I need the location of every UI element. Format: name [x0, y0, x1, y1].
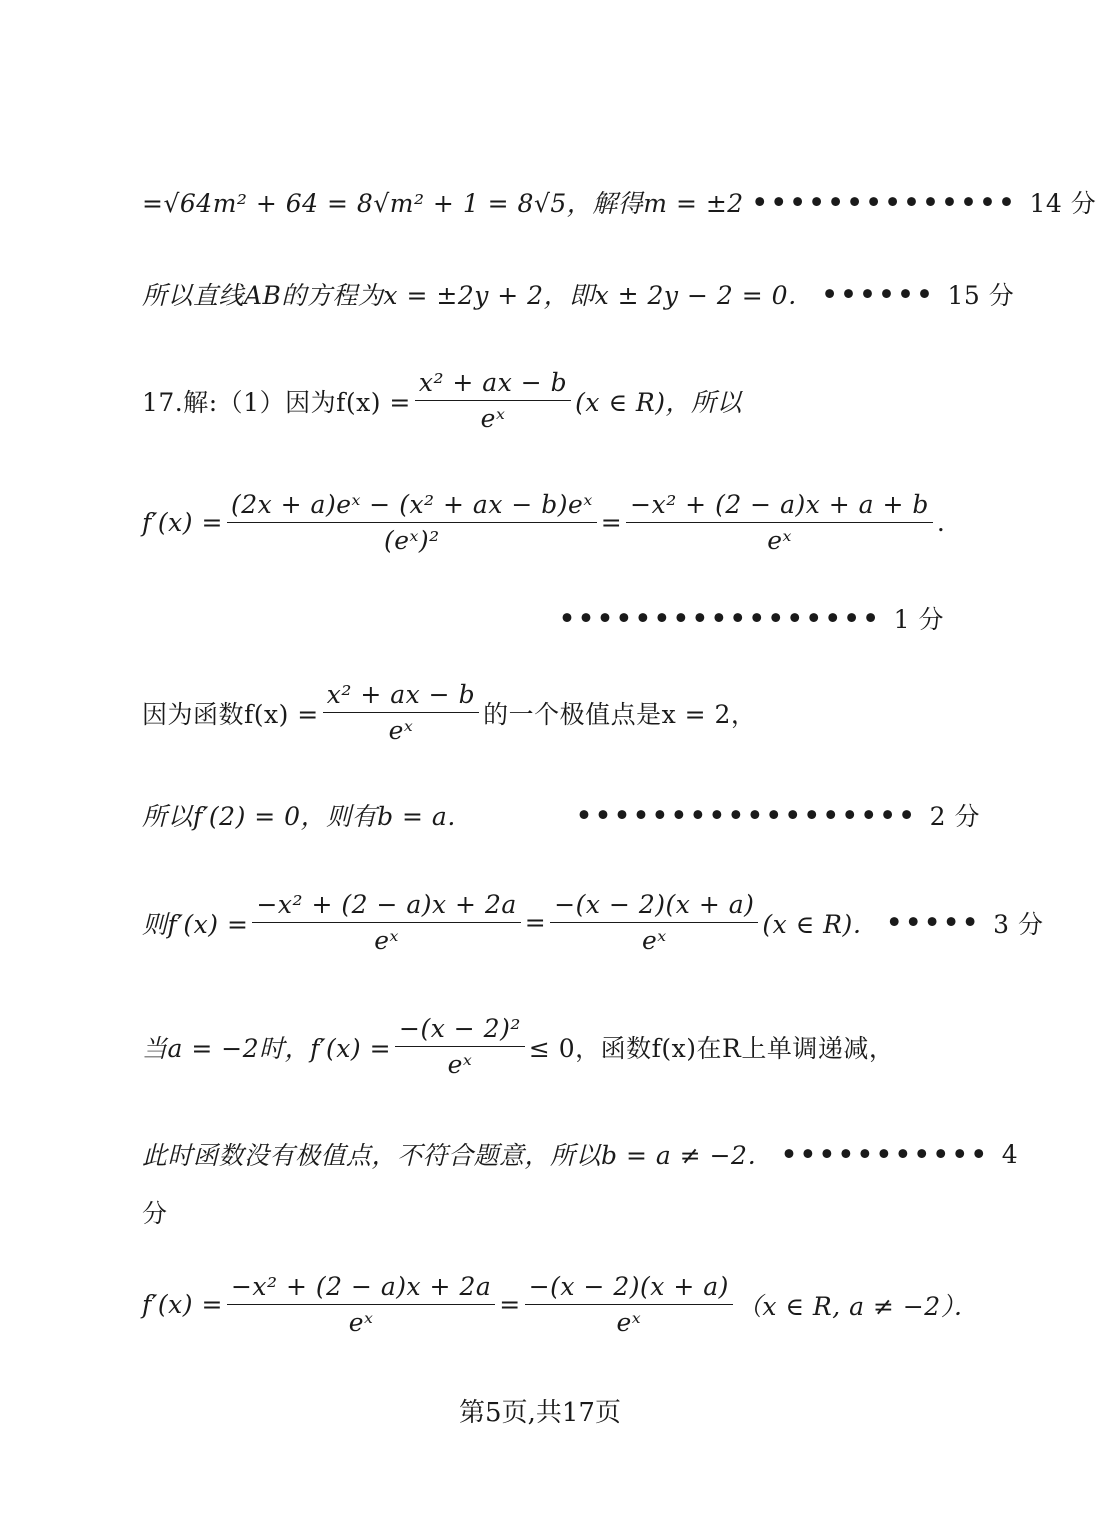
fraction-numerator: −(x − 2)²	[395, 1014, 525, 1047]
fraction	[550, 890, 758, 955]
solution-line-2	[142, 276, 1015, 312]
score-mark: 14 分	[1029, 189, 1096, 218]
fraction-denominator: eˣ	[348, 1308, 374, 1337]
fraction	[626, 490, 933, 555]
score-unit: 分	[142, 1199, 168, 1228]
case-prefix: 当a = −2时，f′(x) =	[142, 1033, 392, 1063]
score-dots: •••••	[886, 908, 982, 937]
fraction-denominator: eˣ	[447, 1050, 473, 1079]
fraction-numerator: x² + ax − b	[415, 368, 571, 401]
fraction	[227, 1272, 495, 1337]
fraction-numerator: −(x − 2)(x + a)	[525, 1272, 733, 1305]
derivative-prefix: 则f′(x) =	[142, 909, 249, 939]
case-suffix: ≤ 0，函数f(x)在R上单调递减，	[528, 1033, 895, 1063]
fraction-denominator: eˣ	[480, 404, 506, 433]
solution-line-7	[142, 797, 980, 833]
fraction	[227, 490, 597, 555]
fraction-numerator: −x² + (2 − a)x + 2a	[227, 1272, 495, 1305]
domain-note: （x ∈ R, a ≠ −2）．	[736, 1291, 980, 1321]
fraction-denominator: eˣ	[616, 1308, 642, 1337]
score-mark: 2 分	[929, 802, 980, 831]
equals-sign: =	[600, 508, 623, 537]
score-dots: ••••••••••••••••••	[576, 800, 918, 830]
score-mark: 3 分	[993, 909, 1044, 939]
score-dots: ••••••••••••••	[751, 187, 1018, 217]
fraction-numerator: −x² + (2 − a)x + a + b	[626, 490, 933, 523]
problem-17-intro	[142, 368, 980, 433]
fraction	[395, 1014, 525, 1079]
case-line	[142, 1014, 980, 1079]
fraction	[323, 680, 479, 745]
solution-line-10	[142, 1136, 1019, 1172]
derivative-prefix: f′(x) =	[142, 1290, 223, 1319]
domain-note: (x ∈ R)．	[762, 909, 879, 939]
fraction-denominator: (eˣ)²	[383, 526, 440, 555]
derivative-prefix: f′(x) =	[142, 508, 223, 537]
score-mark: 1 分	[893, 605, 944, 634]
score-line-1	[142, 600, 944, 636]
score-mark: 4	[1001, 1139, 1019, 1169]
problem-suffix: (x ∈ R)，所以	[575, 387, 742, 417]
equation-text: 所以直线AB的方程为x = ±2y + 2，即x ± 2y − 2 = 0．	[142, 281, 814, 310]
score-dots: ••••••	[821, 279, 936, 309]
score-dots: •••••••••••••••••	[558, 603, 882, 633]
score-dots: •••••••••••	[780, 1139, 990, 1169]
fraction-numerator: −(x − 2)(x + a)	[550, 890, 758, 923]
equals-sign: =	[499, 1290, 521, 1319]
equation-text: 此时函数没有极值点，不符合题意，所以b = a ≠ −2．	[142, 1141, 773, 1170]
equation-text: 所以f′(2) = 0，则有b = a.	[142, 802, 456, 831]
derivative-line	[142, 490, 980, 555]
extremum-suffix: 的一个极值点是x = 2，	[483, 699, 757, 729]
derivative-factored-line	[142, 890, 1044, 955]
fraction-denominator: eˣ	[641, 926, 667, 955]
extremum-line	[142, 680, 980, 745]
fraction-denominator: eˣ	[388, 716, 414, 745]
score-unit-line	[142, 1194, 980, 1230]
fraction	[415, 368, 571, 433]
fraction-numerator: −x² + (2 − a)x + 2a	[252, 890, 520, 923]
line-end: .	[936, 508, 946, 537]
solution-line-1	[142, 184, 1096, 220]
equation-text: =√64m² + 64 = 8√m² + 1 = 8√5，解得m = ±2	[142, 189, 744, 218]
fraction	[252, 890, 520, 955]
extremum-prefix: 因为函数f(x) =	[142, 699, 319, 729]
score-mark: 15 分	[947, 281, 1015, 310]
equals-sign: =	[524, 908, 547, 937]
fraction	[525, 1272, 733, 1337]
fraction-denominator: eˣ	[767, 526, 792, 555]
fraction-numerator: x² + ax − b	[323, 680, 479, 713]
page-number: 第5页,共17页	[459, 1398, 621, 1428]
fraction-denominator: eˣ	[374, 926, 399, 955]
fraction-numerator: (2x + a)eˣ − (x² + ax − b)eˣ	[227, 490, 597, 523]
problem-prefix: 17.解:（1）因为f(x) =	[142, 387, 411, 417]
final-derivative-line	[142, 1272, 980, 1337]
